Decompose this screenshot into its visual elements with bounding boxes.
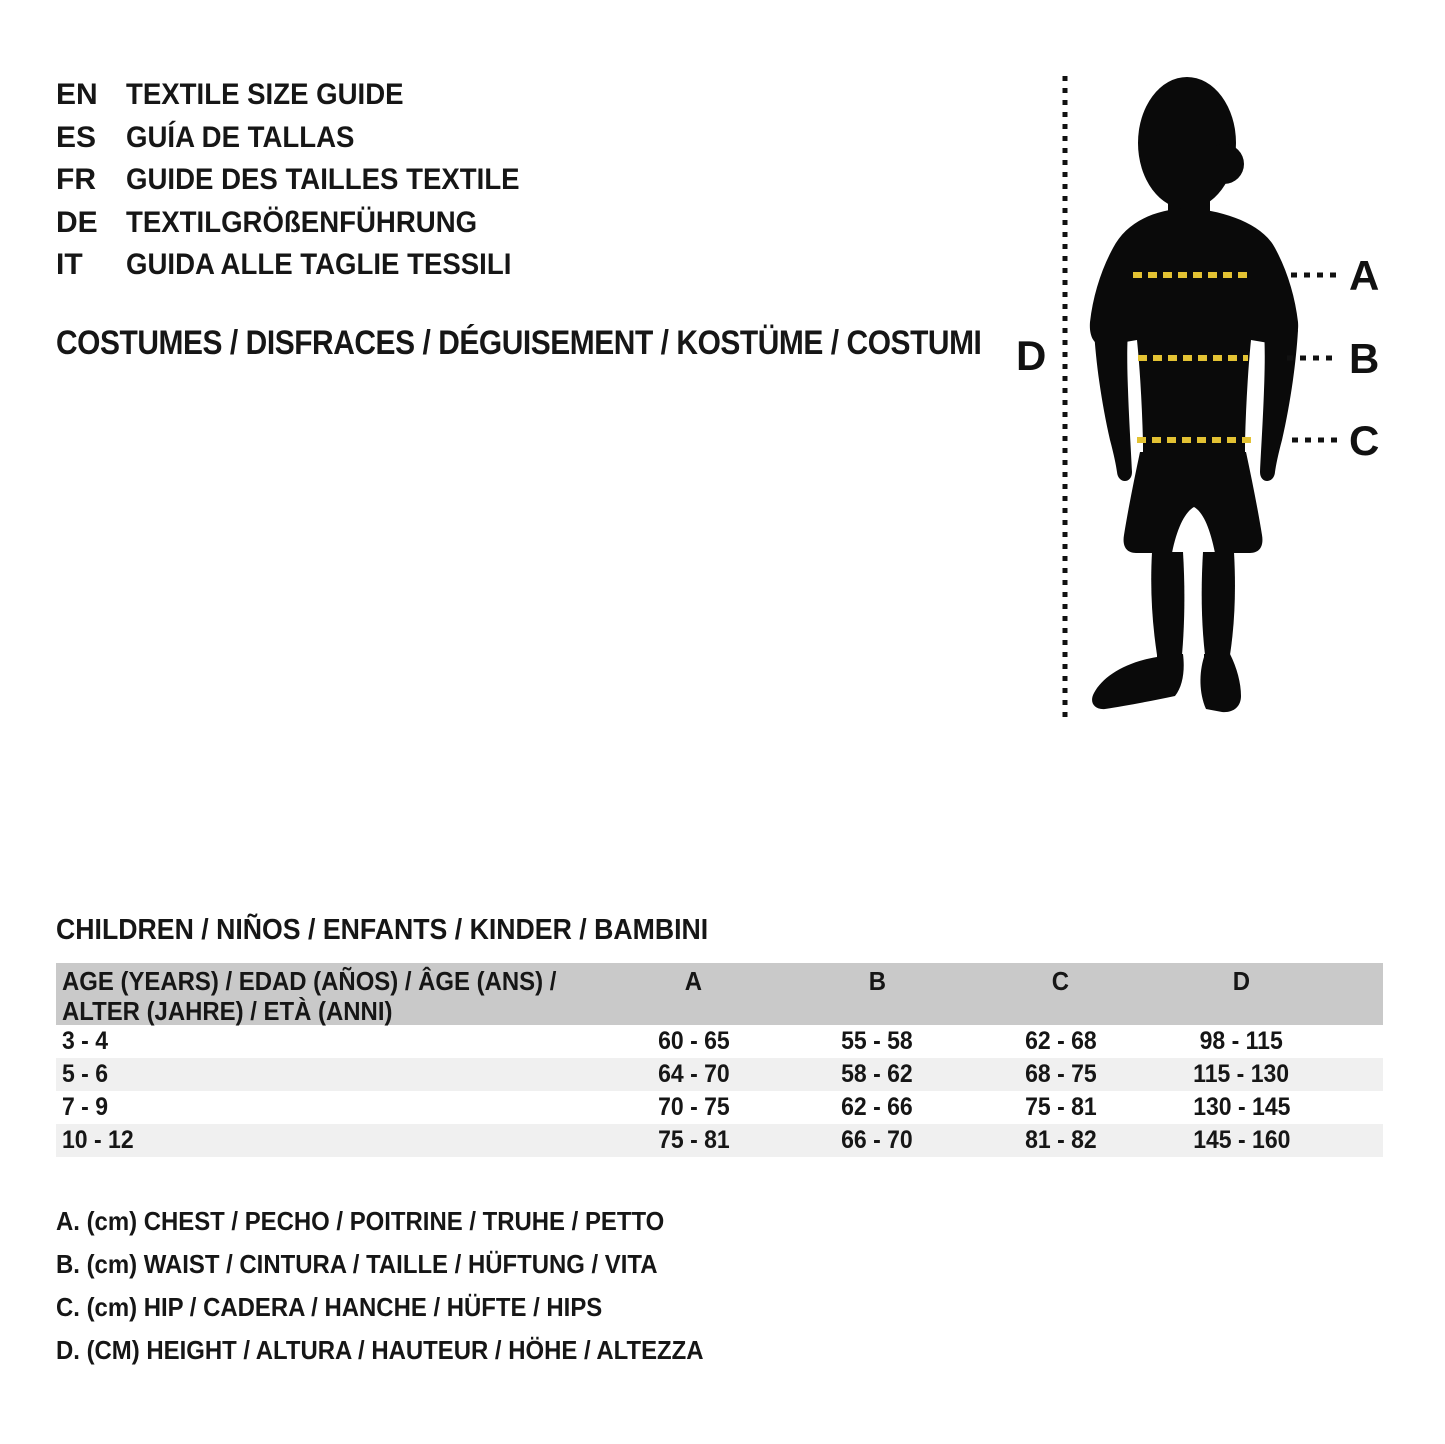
age-cell: 5 - 6	[62, 1060, 109, 1088]
value-cell: 60 - 65	[657, 1027, 730, 1055]
value-cell: 75 - 81	[1024, 1093, 1097, 1121]
language-list	[56, 74, 554, 287]
footnote-height: D. (CM) HEIGHT / ALTURA / HAUTEUR / HÖHE / ALTEZZA	[56, 1335, 704, 1365]
value-cell: 64 - 70	[657, 1060, 730, 1088]
column-header-a: A	[684, 966, 703, 996]
table-header-row	[56, 963, 1383, 1025]
language-row-es	[56, 117, 554, 160]
language-code: ES	[56, 120, 97, 154]
footnote-hip: C. (cm) HIP / CADERA / HANCHE / HÜFTE / HIPS	[56, 1292, 603, 1322]
age-cell: 3 - 4	[62, 1027, 109, 1055]
value-cell: 62 - 68	[1024, 1027, 1097, 1055]
table-row	[56, 1058, 1383, 1091]
language-row-it	[56, 244, 554, 287]
value-cell: 145 - 160	[1192, 1126, 1291, 1154]
label-b: B	[1349, 335, 1380, 382]
language-row-en	[56, 74, 554, 117]
measurement-legend	[56, 1200, 760, 1372]
label-d: D	[1016, 332, 1047, 379]
value-cell: 115 - 130	[1193, 1060, 1290, 1088]
label-c: C	[1349, 417, 1380, 464]
language-code: FR	[56, 163, 96, 196]
column-header-d: D	[1232, 966, 1251, 996]
value-cell: 62 - 66	[841, 1093, 913, 1121]
value-cell: 55 - 58	[841, 1027, 913, 1055]
children-table-title: CHILDREN / NIÑOS / ENFANTS / KINDER / BAMBINI	[56, 914, 709, 946]
value-cell: 81 - 82	[1024, 1126, 1097, 1154]
table-row	[56, 1025, 1383, 1058]
measurement-figure	[1000, 60, 1400, 730]
child-silhouette	[1090, 77, 1298, 712]
value-cell: 70 - 75	[657, 1093, 730, 1121]
language-label: GUÍA DE TALLAS	[126, 120, 355, 154]
category-title: COSTUMES / DISFRACES / DÉGUISEMENT / KOSTÜME / COSTUMI	[56, 324, 982, 362]
language-row-fr	[56, 159, 554, 202]
value-cell: 66 - 70	[841, 1126, 913, 1154]
size-table	[56, 963, 1383, 1157]
language-label: GUIDA ALLE TAGLIE TESSILI	[126, 248, 512, 281]
age-cell: 7 - 9	[62, 1093, 109, 1121]
age-column-header: AGE (YEARS) / EDAD (AÑOS) / ÂGE (ANS) / ALTER (JAHRE) / ETÀ (ANNI)	[62, 966, 557, 1026]
value-cell: 98 - 115	[1199, 1027, 1284, 1055]
table-row	[56, 1124, 1383, 1157]
language-code: IT	[56, 248, 83, 281]
language-label: TEXTILGRÖßENFÜHRUNG	[126, 205, 478, 239]
language-label: GUIDE DES TAILLES TEXTILE	[126, 163, 520, 196]
label-a: A	[1349, 252, 1380, 299]
language-code: EN	[56, 78, 98, 111]
value-cell: 75 - 81	[657, 1126, 730, 1154]
column-header-c: C	[1051, 966, 1070, 996]
value-cell: 130 - 145	[1192, 1093, 1291, 1121]
table-row	[56, 1091, 1383, 1124]
column-header-b: B	[868, 966, 886, 996]
language-label: TEXTILE SIZE GUIDE	[126, 78, 404, 111]
language-row-de	[56, 202, 554, 245]
language-code: DE	[56, 205, 98, 239]
value-cell: 68 - 75	[1024, 1060, 1097, 1088]
footnote-waist: B. (cm) WAIST / CINTURA / TAILLE / HÜFTUNG / VITA	[56, 1249, 658, 1279]
footnote-chest: A. (cm) CHEST / PECHO / POITRINE / TRUHE / PETTO	[56, 1206, 665, 1236]
value-cell: 58 - 62	[841, 1060, 913, 1088]
age-cell: 10 - 12	[62, 1126, 134, 1154]
